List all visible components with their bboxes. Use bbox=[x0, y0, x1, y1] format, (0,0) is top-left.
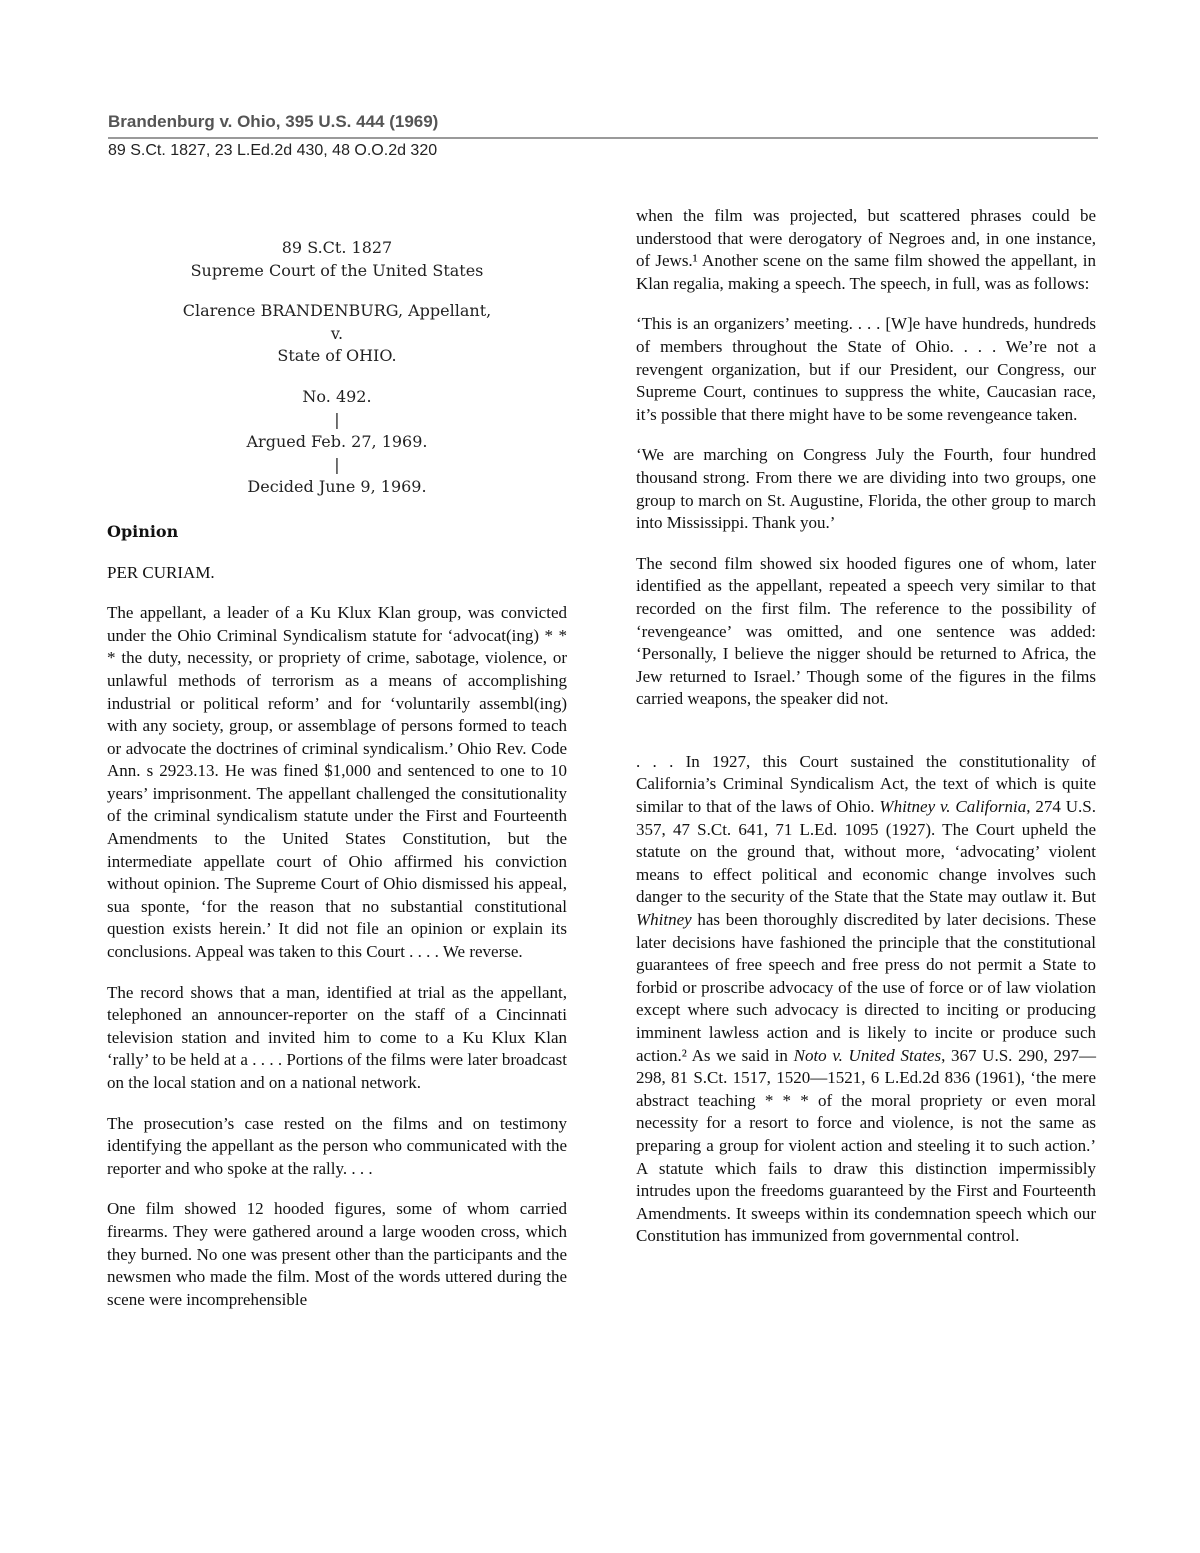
appellee-name: State of OHIO. bbox=[277, 346, 397, 366]
case-cite-whitney: Whitney v. California bbox=[879, 797, 1027, 817]
paragraph-6-text: has been thoroughly discredited by later decisions. These later decisions have fashioned the principle that the constitutional guarantees of free speech and free press do not permit a State to forbid or proscribe advocacy of the use of force or of law violation except where such advocacy is directed to inciting or producing imminent lawless action and is likely to incite or produce such action.² As we said in bbox=[636, 910, 1096, 1065]
paragraph-6-text: , 274 U.S. 357, 47 S.Ct. 641, 71 L.Ed. 1095 (1927). The Court upheld the statute on the ground that, without more, ‘advocating’ violent means to effect political and economic change involves such danger to the security of the State that the State may outlaw it. But bbox=[636, 797, 1096, 907]
paragraph-4: One film showed 12 hooded figures, some of whom carried firearms. They were gathered around a large wooden cross, which they burned. No one was present other than the participants and the newsmen who made the film. Most of the words uttered during the scene were incomprehensible bbox=[107, 1199, 567, 1309]
docket-number: No. 492. bbox=[302, 386, 372, 406]
argued-date: Argued Feb. 27, 1969. bbox=[246, 432, 428, 452]
paragraph-5: The second film showed six hooded figures one of whom, later identified as the appellant, repeated a speech very similar to that recorded on the first film. The reference to the possibility of ‘revengeance’ was omitted, and one sentence was added: ‘Personally, I believe the nigger should be returned to Africa, the Jew returned to Israel.’ Though some of the figures in the films carried weapons, the speaker did not. bbox=[636, 553, 1096, 709]
caption-separator: | bbox=[334, 454, 340, 474]
paragraph-2: The record shows that a man, identified at trial as the appellant, telephoned an announcer-reporter on the staff of a Cincinnati television station and invited him to come to a Ku Klux Klan ‘rally’ to be held at a . . . . Portions of the films were later broadcast on the local station and on a national network. bbox=[107, 982, 567, 1092]
header-divider bbox=[108, 137, 1098, 139]
paragraph-3: The prosecution’s case rested on the films and on testimony identifying the appellant as the person who communicated with the reporter and who spoke at the rally. . . . bbox=[107, 1113, 567, 1178]
paragraph-6-text: . . . In 1927, this Court sustained the constitutionality of California’s Criminal Syndicalism Act, the text of which is quite similar to that of the laws of Ohio. bbox=[636, 751, 1096, 817]
case-caption bbox=[107, 237, 567, 499]
paragraph-6-text: , 367 U.S. 290, 297—298, 81 S.Ct. 1517, 1520—1521, 6 L.Ed.2d 836 (1961), ‘the mere abstract teaching * * * of the moral propriety or even moral necessity for a resort to force and violence, is not the same as preparing a group for violent action and steeling it to such action.’ A statute which fails to draw this distinction impermissibly intrudes upon the freedoms guaranteed by the First and Fourteenth Amendments. It sweeps within its condemnation speech which our Constitution has immunized from governmental control. bbox=[636, 1045, 1096, 1246]
reporter-citation: 89 S.Ct. 1827 bbox=[281, 238, 393, 257]
opinion-heading: Opinion bbox=[107, 521, 179, 541]
case-cite-noto: Noto v. United States bbox=[793, 1045, 942, 1065]
case-title: Brandenburg v. Ohio, 395 U.S. 444 (1969) bbox=[108, 112, 439, 131]
quoted-speech-1: ‘This is an organizers’ meeting. . . . [W]e have hundreds, hundreds of members throughout the State of Ohio. . . . We’re not a revengent organization, but if our President, our Congress, our Supreme Court, continues to suppress the white, Caucasian race, it’s possible that there might have to be some revengeance taken. bbox=[636, 314, 1096, 424]
quoted-speech-2: ‘We are marching on Congress July the Fourth, four hundred thousand strong. From there we are dividing into two groups, one group to march on St. Augustine, Florida, the other group to march into Mississippi. Thank you.’ bbox=[636, 445, 1096, 533]
opinion-author: PER CURIAM. bbox=[107, 562, 215, 582]
paragraph-6 bbox=[636, 751, 1096, 1248]
paragraph-1: The appellant, a leader of a Ku Klux Klan group, was convicted under the Ohio Criminal Syndicalism statute for ‘advocat(ing) * * * the duty, necessity, or propriety of crime, sabotage, violence, or unlawful methods of terrorism as a means of accomplishing industrial or political reform’ and for ‘voluntarily assembl(ing) with any society, group, or assemblage of persons formed to teach or advocate the doctrines of criminal syndicalism.’ Ohio Rev. Code Ann. s 2923.13. He was fined $1,000 and sentenced to one to 10 years’ imprisonment. The appellant challenged the consitutionality of the criminal syndicalism statute under the First and Fourteenth Amendments to the United States Constitution, but the intermediate appellate court of Ohio affirmed his conviction without opinion. The Supreme Court of Ohio dismissed his appeal, sua sponte, ‘for the reason that no substantial constitutional question exists herein.’ It did not file an opinion or explain its conclusions. Appeal was taken to this Court . . . . We reverse. bbox=[107, 603, 567, 962]
parallel-citations: 89 S.Ct. 1827, 23 L.Ed.2d 430, 48 O.O.2d 320 bbox=[108, 142, 438, 159]
paragraph-4-continued: when the film was projected, but scattered phrases could be understood that were derogatory of Negroes and, in one instance, of Jews.¹ Another scene on the same film showed the appellant, in Klan regalia, making a speech. The speech, in full, was as follows: bbox=[636, 206, 1096, 293]
appellant-name: Clarence BRANDENBURG, Appellant, bbox=[182, 301, 492, 321]
court-name: Supreme Court of the United States bbox=[190, 260, 484, 280]
versus: v. bbox=[330, 323, 344, 343]
caption-separator: | bbox=[334, 409, 340, 429]
decided-date: Decided June 9, 1969. bbox=[247, 477, 427, 497]
right-column bbox=[636, 205, 1096, 1266]
left-column bbox=[107, 205, 567, 1329]
case-name-whitney: Whitney bbox=[636, 910, 692, 930]
